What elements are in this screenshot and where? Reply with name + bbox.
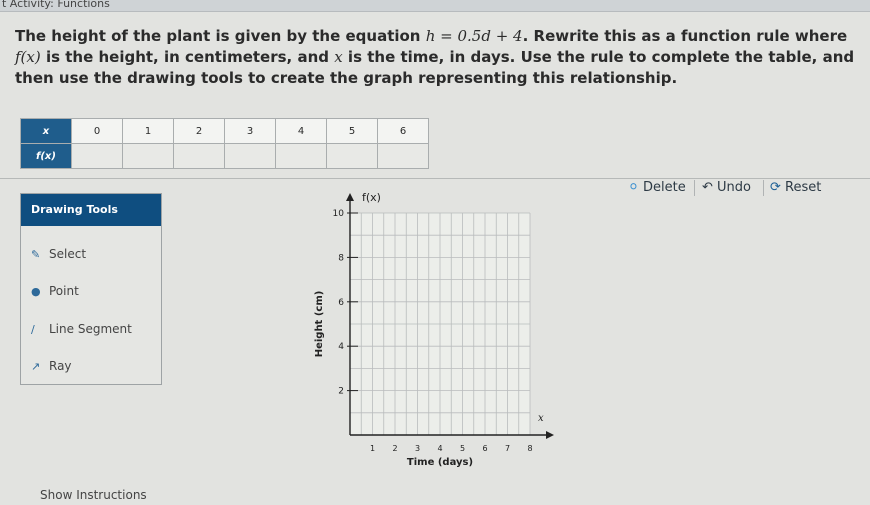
- function-table: [20, 118, 429, 169]
- x-cell: 5: [327, 119, 378, 144]
- fx-input-cell[interactable]: [123, 144, 174, 169]
- question-text: The height of the plant is given by the equation h = 0.5d + 4. Rewrite this as a function rule where f(x) is the height, in centimeters, and x is the time, in days. Use the rule to complete the table, and then use the drawing tools to create the graph representing this relationship.: [15, 27, 855, 87]
- fx-header-cell: f(x): [21, 144, 72, 169]
- y-axis-name: f(x): [362, 191, 381, 204]
- y-tick-label: 10: [332, 209, 344, 219]
- x-tick-label: 4: [437, 444, 443, 453]
- x-cell: 0: [72, 119, 123, 144]
- drawing-tools-panel: [20, 193, 162, 385]
- toolbar-separator: [763, 180, 764, 196]
- tool-ray[interactable]: ↗ Ray: [31, 359, 72, 373]
- fx-input-cell[interactable]: [378, 144, 429, 169]
- y-tick-label: 6: [338, 297, 344, 308]
- fx-input-cell[interactable]: [276, 144, 327, 169]
- x-cell: 3: [225, 119, 276, 144]
- y-axis-arrow: [346, 193, 354, 201]
- y-tick-label: 4: [338, 342, 344, 353]
- toolbar-separator: [694, 180, 695, 196]
- table-row-fx: [21, 144, 429, 169]
- drawing-tools-header: Drawing Tools: [21, 194, 161, 226]
- fx-input-cell[interactable]: [174, 144, 225, 169]
- activity-title: t Activity: Functions: [2, 0, 110, 10]
- x-axis-name: x: [538, 413, 544, 424]
- delete-icon: ⚪: [628, 180, 639, 195]
- y-tick-label: 8: [338, 253, 344, 264]
- ray-icon: ↗: [31, 360, 41, 373]
- x-cell: 4: [276, 119, 327, 144]
- undo-icon: ↶: [702, 180, 713, 195]
- x-cell: 1: [123, 119, 174, 144]
- tool-line-segment[interactable]: ∕ Line Segment: [31, 322, 132, 336]
- line-segment-icon: ∕: [31, 323, 35, 336]
- x-tick-label: 2: [392, 444, 398, 453]
- x-cell: 2: [174, 119, 225, 144]
- table-row-x: [21, 119, 429, 144]
- delete-button[interactable]: ⚪ Delete: [628, 180, 686, 195]
- show-instructions-link[interactable]: Show Instructions: [40, 488, 147, 502]
- tool-point[interactable]: ● Point: [31, 284, 79, 298]
- y-axis-title: Height (cm): [314, 290, 325, 358]
- x-tick-label: 6: [482, 444, 488, 453]
- fx-input-cell[interactable]: [72, 144, 123, 169]
- tool-select[interactable]: ✎ Select: [31, 247, 87, 261]
- x-header-cell: x: [21, 119, 72, 144]
- undo-button[interactable]: ↶ Undo: [702, 180, 752, 195]
- point-dot-icon: ●: [31, 285, 41, 298]
- x-axis-title: Time (days): [406, 457, 474, 468]
- fx-input-cell[interactable]: [225, 144, 276, 169]
- select-hand-icon: ✎: [31, 248, 41, 261]
- reset-icon: ⟳: [770, 180, 781, 195]
- equation: h = 0.5d + 4: [425, 27, 523, 45]
- x-tick-label: 1: [369, 444, 376, 453]
- x-tick-label: 7: [504, 444, 511, 453]
- graph-canvas[interactable]: [300, 185, 570, 475]
- grid: [350, 213, 530, 435]
- fx-input-cell[interactable]: [327, 144, 378, 169]
- y-tick-label: 2: [338, 386, 344, 397]
- x-axis-arrow: [546, 431, 554, 439]
- reset-button[interactable]: ⟳ Reset: [770, 180, 822, 195]
- x-tick-label: 5: [459, 444, 466, 453]
- activity-title-bar: [0, 0, 870, 12]
- x-tick-label: 3: [414, 444, 421, 453]
- x-tick-label: 8: [527, 444, 533, 453]
- x-cell: 6: [378, 119, 429, 144]
